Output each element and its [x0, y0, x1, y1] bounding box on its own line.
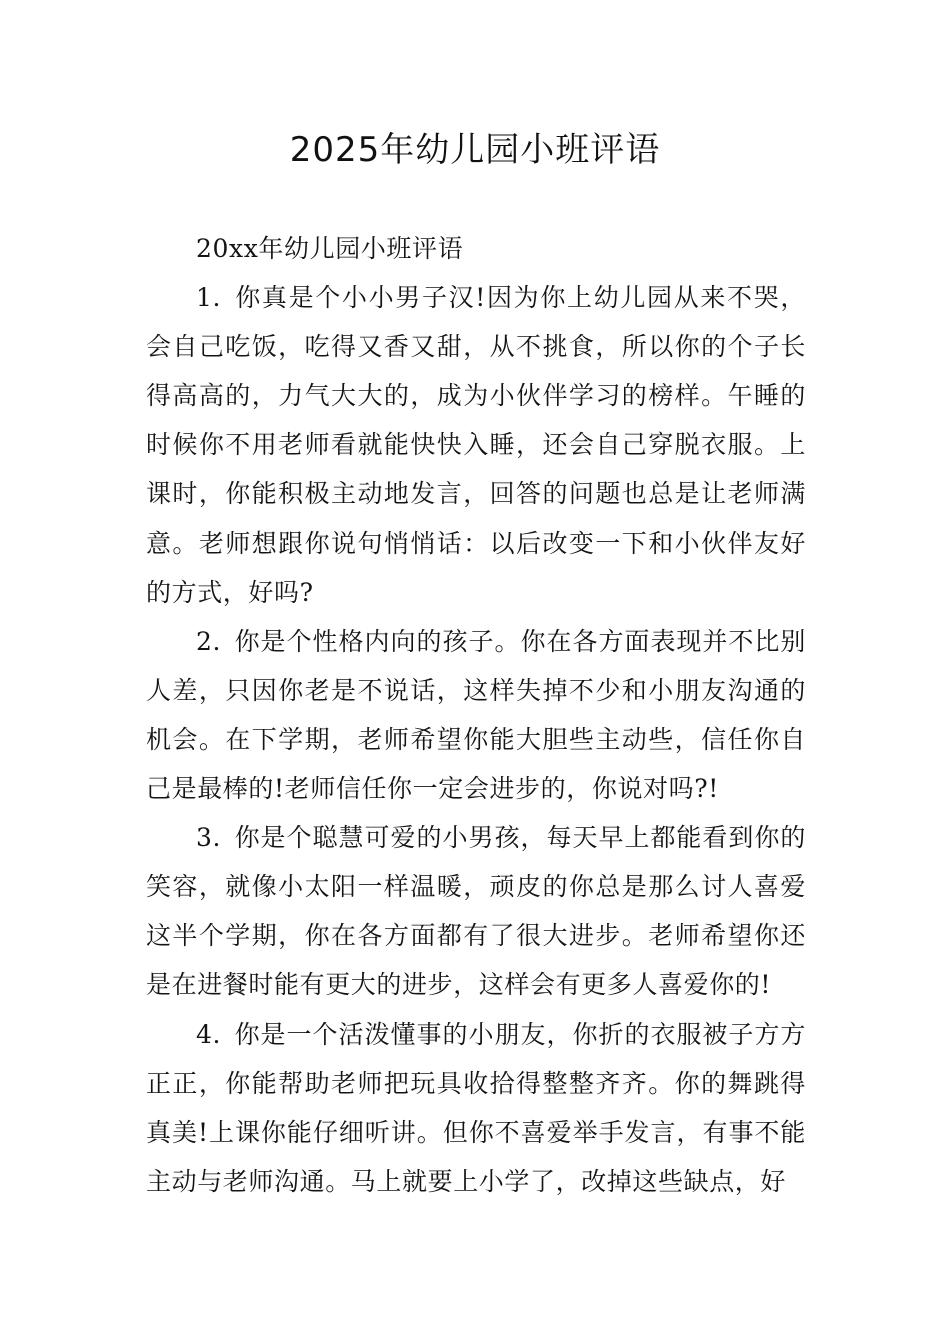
comment-number: 2.	[196, 626, 222, 656]
comment-item-2	[146, 617, 806, 813]
comment-item-3	[146, 813, 806, 1009]
comment-text: 你是个聪慧可爱的小男孩，每天早上都能看到你的笑容，就像小太阳一样温暖，顽皮的你总是那么讨人喜爱这半个学期，你在各方面都有了很大进步。老师希望你还是在进餐时能有更大的进步，这样会有更多人喜爱你的!	[146, 823, 806, 1000]
document-title: 2025年幼儿园小班评语	[289, 130, 661, 170]
comment-text: 你是一个活泼懂事的小朋友，你折的衣服被子方方正正，你能帮助老师把玩具收拾得整整齐齐。你的舞跳得真美!上课你能仔细听讲。但你不喜爱举手发言，有事不能主动与老师沟通。马上就要上小学了，改掉这些缺点，好	[146, 1019, 806, 1196]
comment-text: 你是个性格内向的孩子。你在各方面表现并不比别人差，只因你老是不说话，这样失掉不少和小朋友沟通的机会。在下学期，老师希望你能大胆些主动些，信任你自己是最棒的!老师信任你一定会进步的，你说对吗?!	[146, 626, 806, 804]
comment-text: 你真是个小小男子汉!因为你上幼儿园从来不哭，会自己吃饭，吃得又香又甜，从不挑食，所以你的个子长得高高的，力气大大的，成为小伙伴学习的榜样。午睡的时候你不用老师看就能快快入睡，还会自己穿脱衣服。上课时，你能积极主动地发言，回答的问题也总是让老师满意。老师想跟你说句悄悄话：以后改变一下和小伙伴友好的方式，好吗?	[146, 283, 806, 607]
document-body	[146, 224, 806, 1206]
comment-number: 3.	[196, 823, 222, 853]
comment-item-1	[146, 273, 806, 617]
comment-number: 4.	[196, 1019, 222, 1049]
document-subtitle: 20xx年幼儿园小班评语	[196, 234, 464, 263]
comment-number: 1.	[196, 283, 222, 313]
comment-item-4	[146, 1010, 806, 1206]
